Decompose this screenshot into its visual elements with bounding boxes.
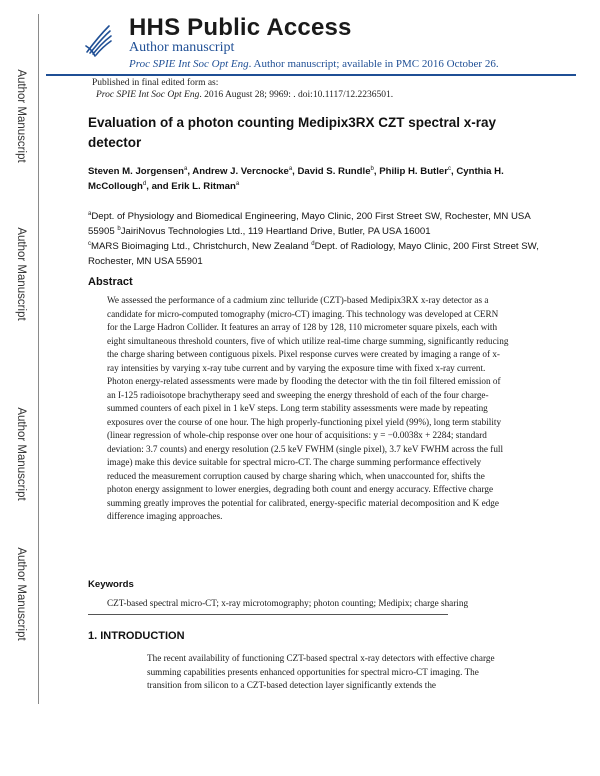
affiliation-mark: b — [370, 165, 374, 172]
author-name: David S. Rundle — [297, 166, 371, 177]
author-separator: , — [450, 166, 457, 177]
side-label-3: Author Manuscript — [15, 407, 27, 501]
author-name: Philip H. Butler — [379, 166, 448, 177]
availability-text: . Author manuscript; available in PMC 2016 October 26. — [248, 58, 499, 70]
abstract-text: We assessed the performance of a cadmium zinc telluride (CZT)-based Medipix3RX x-ray detector as a candidate for micro-computed tomography (micro-CT) imaging. This technology was developed at CERN for the Large Hadron Collider. It features an array of 128 by 128, 110 micrometer square pixels, each with eight simultaneous threshold counters, five of which utilize real-time charge summing, significantly reducing the charge sharing between contiguous pixels. Pixel response curves were created by imaging a range of x-ray intensities by varying x-ray tube current and by varying the exposure time with fixed x-ray current. Photon energy-related assessments were made by flooding the detector with the tin foil filtered emission of an I-125 radioisotope brachytherapy seed and sweeping the energy threshold of each of the four charge-summed counters of each pixel in 1 keV steps. Long term stability assessments were made by repeating exposures over the course of one hour. The high properly-functioning pixel yield (99%), long term stability (linear regression of whole-chip response over one hour of acquisitions: y = −0.0038x + 2284; standard deviation: 3.7 counts) and energy resolution (2.5 keV FWHM (single pixel), 3.7 keV FWHM across the full image) make this device suitable for spectral micro-CT. The charge summing performance effectively reduced the measurement corruption caused by charge sharing which, when unaccounted for, shifts the photon energy assignment to lower energies, degrading both count and energy accuracy. Effective charge summing greatly improves the potential for calibrated, energy-specific material decomposition and K edge difference imaging approaches. — [107, 295, 509, 521]
author-name: Steven M. Jorgensen — [88, 166, 184, 177]
affiliation-mark: d — [142, 180, 147, 187]
author-separator: , — [292, 166, 298, 177]
affiliation-text: JairiNovus Technologies Ltd., 119 Heartland Drive, Butler, PA USA 16001 — [120, 226, 431, 237]
side-label-4: Author Manuscript — [15, 547, 27, 641]
author-name: Andrew J. Vercnocke — [192, 166, 289, 177]
affiliation-mark: a — [183, 165, 188, 172]
abstract-heading: Abstract — [88, 276, 133, 288]
intro-heading: 1. INTRODUCTION — [88, 630, 185, 642]
author-separator: , — [187, 166, 193, 177]
hhs-eagle-logo — [83, 22, 113, 60]
side-label-1: Author Manuscript — [15, 69, 27, 163]
cite-journal: Proc SPIE Int Soc Opt Eng — [96, 90, 200, 100]
header-journal-line — [129, 58, 499, 70]
affiliation-mark: a — [288, 165, 293, 172]
author-list — [88, 164, 548, 194]
keywords-heading: Keywords — [88, 579, 134, 590]
affiliation-mark: a — [235, 180, 240, 187]
header-subtitle: Author manuscript — [129, 40, 235, 55]
affiliation-text: Dept. of Physiology and Biomedical Engineering, Mayo Clinic, 200 First Street SW, Rochester, MN USA 55905 — [88, 211, 531, 237]
author-separator: , — [373, 166, 380, 177]
side-margin — [0, 0, 40, 776]
affiliation-mark: a — [88, 210, 92, 217]
author-name: Erik L. Ritman — [171, 181, 236, 192]
header-rule — [46, 74, 576, 76]
affiliation-mark: d — [311, 240, 315, 247]
keywords-text: CZT-based spectral micro-CT; x-ray microtomography; photon counting; Medipix; charge sharing — [107, 598, 469, 608]
affiliation-text: MARS Bioimaging Ltd., Christchurch, New Zealand — [91, 241, 312, 252]
header-title: HHS Public Access — [129, 14, 352, 41]
citation-line — [96, 90, 393, 100]
journal-abbrev: Proc SPIE Int Soc Opt Eng — [129, 58, 249, 70]
cite-details: . 2016 August 28; 9969: . doi:10.1117/12.2236501. — [199, 90, 394, 100]
intro-text: The recent availability of functioning CZT-based spectral x-ray detectors with effective charge summing capabilities presents enhanced opportunities for spectral micro-CT imaging. The transition from silicon to a CZT-based detection layer significantly extends the — [147, 653, 495, 690]
affiliation-mark: b — [117, 225, 121, 232]
published-line: Published in final edited form as: — [92, 78, 219, 88]
author-name: Cynthia H. McCollough — [88, 166, 504, 192]
paper-title: Evaluation of a photon counting Medipix3RX CZT spectral x-ray detector — [88, 115, 497, 150]
side-label-2: Author Manuscript — [15, 227, 27, 321]
keywords-rule — [88, 614, 448, 615]
affiliation-text: Dept. of Radiology, Mayo Clinic, 200 First Street SW, Rochester, MN USA 55901 — [88, 241, 539, 267]
affiliation-mark: c — [447, 165, 451, 172]
author-separator: , and — [146, 181, 172, 192]
affiliations — [88, 209, 548, 269]
affiliation-mark: c — [88, 240, 91, 247]
margin-rule — [38, 14, 39, 704]
